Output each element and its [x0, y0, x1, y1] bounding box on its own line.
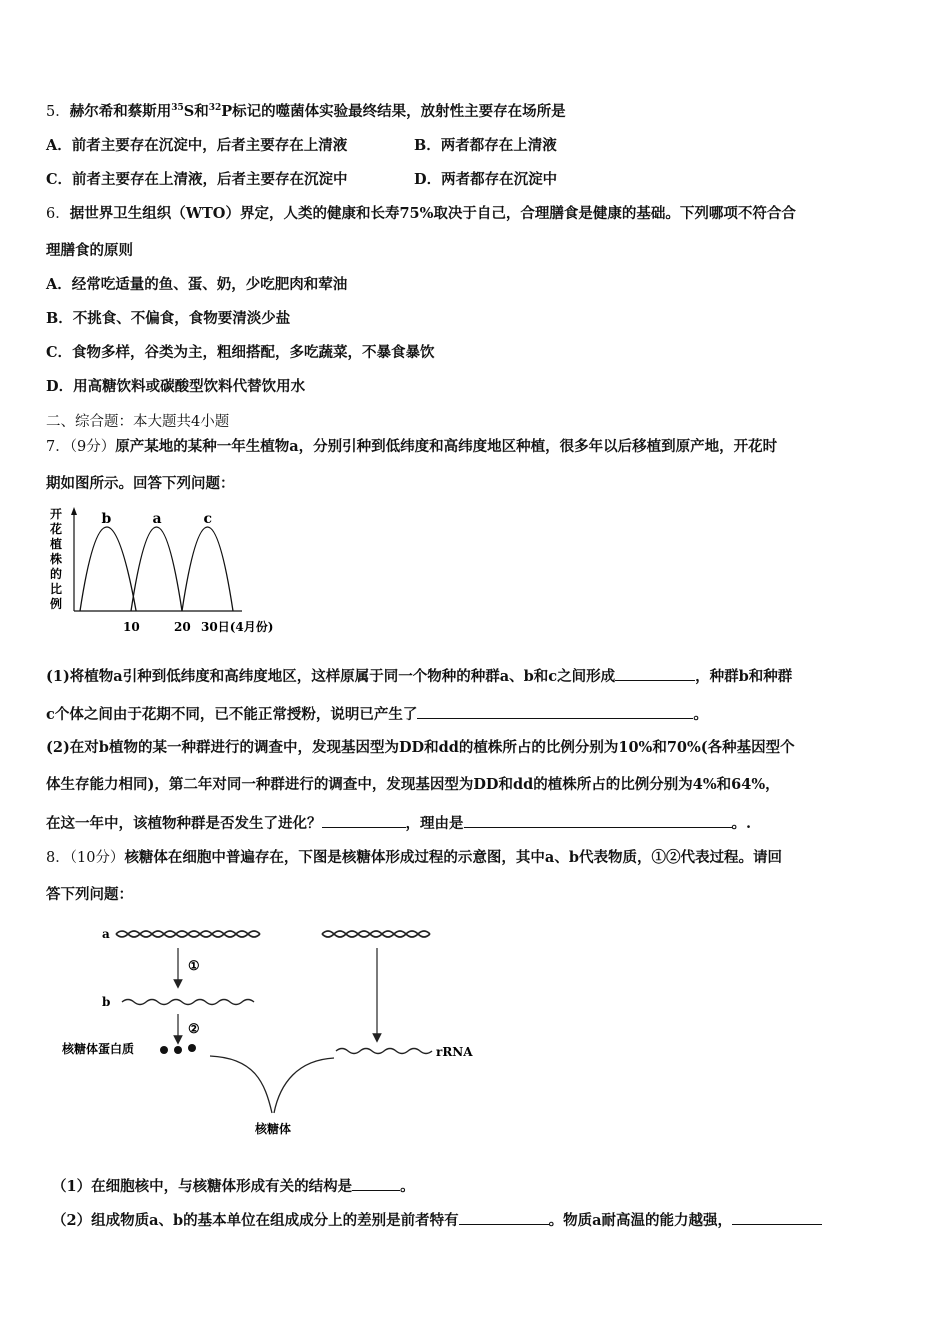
series-curve-c [182, 527, 233, 611]
q8-number: 8． [46, 850, 70, 866]
q5-text-3: P标记的噬菌体实验最终结果，放射性主要存在场所是 [221, 103, 566, 120]
x-tick-10: 10 [123, 620, 140, 634]
q5-text-2: S和 [183, 103, 209, 120]
q8-score: （10分） [69, 850, 125, 866]
q5-number: 5． [46, 104, 70, 120]
q5-option-b: B．两者都存在上清液 [414, 137, 557, 154]
q6-option-c: C．食物多样，谷类为主，粗细搭配，多吃蔬菜，不暴食暴饮 [46, 344, 435, 361]
q7-sub1-line2 [46, 704, 708, 725]
q8-stem-2: 答下列问题： [46, 886, 133, 903]
q7-sub1-text-c: c个体之间由于花期不同，已不能正常授粉，说明已产生了 [46, 706, 418, 723]
q7-sub1-text-d: 。 [693, 706, 708, 723]
q8-text-1: 核糖体在细胞中普遍存在，下图是核糖体形成过程的示意图，其中a、b代表物质，①②代表过程。请回 [124, 849, 782, 866]
q7-stem-2: 期如图所示。回答下列问题： [46, 475, 235, 492]
q7-text-1: 原产某地的某种一年生植物a，分别引种到低纬度和高纬度地区种植，很多年以后移植到原产地，开花时 [115, 438, 778, 455]
curve-right [274, 1058, 334, 1113]
q5-text-1: 赫尔希和蔡斯用 [69, 103, 172, 120]
label-a: a [102, 927, 110, 941]
curve-left [210, 1056, 272, 1113]
q8-stem-1 [46, 848, 782, 868]
section-heading: 二、综合题：本大题共4小题 [46, 414, 230, 430]
q7-blank-4[interactable] [464, 813, 732, 828]
q7-sub2-line1: (2)在对b植物的某一种群进行的调查中，发现基因型为DD和dd的植株所占的比例分别为10%和70%(各种基因型个 [46, 739, 795, 756]
series-curve-b [80, 527, 136, 611]
q7-sub1-text-b: ，种群b和种群 [695, 668, 793, 685]
series-label-c: c [203, 511, 213, 527]
q7-sub1-line1 [46, 666, 792, 687]
q8-sub2-text-a: （2）组成物质a、b的基本单位在组成成分上的差别是前者特有 [52, 1212, 459, 1229]
q7-sub2-text-c: 在这一年中，该植物种群是否发生了进化？ [46, 815, 322, 832]
q5-option-c: C．前者主要存在上清液，后者主要存在沉淀中 [46, 171, 348, 188]
q6-number: 6． [46, 206, 70, 222]
y-axis-arrow [71, 507, 77, 515]
label-b: b [102, 995, 111, 1009]
q6-option-d: D．用高糖饮料或碳酸型饮料代替饮用水 [46, 378, 306, 395]
x-tick-20: 20 [174, 620, 191, 634]
q6-text-1: 据世界卫生组织（WTO）界定，人类的健康和长寿75%取决于自己，合理膳食是健康的基础。下列哪项不符合合 [69, 205, 796, 222]
q6-option-a: A．经常吃适量的鱼、蛋、奶，少吃肥肉和荤油 [46, 276, 348, 293]
series-label-b: b [101, 511, 112, 527]
q7-sub2-text-d: ，理由是 [405, 815, 464, 832]
q8-blank-2[interactable] [459, 1210, 549, 1225]
q8-sub1 [52, 1176, 415, 1197]
series-curve-a [131, 527, 182, 611]
step-2-label: ② [188, 1022, 200, 1037]
chart-y-label [49, 506, 62, 611]
flowering-chart [44, 505, 284, 644]
rrna-strand [336, 1049, 432, 1054]
q7-sub2-text-e: 。. [731, 815, 752, 832]
protein-dot-3 [188, 1044, 196, 1052]
q8-sub2 [52, 1210, 822, 1231]
q8-sub1-text-a: （1）在细胞核中，与核糖体形成有关的结构是 [52, 1178, 353, 1195]
step-1-label: ① [188, 959, 200, 974]
q7-blank-1[interactable] [615, 666, 695, 681]
q8-blank-3[interactable] [732, 1210, 822, 1225]
q6-option-b: B．不挑食、不偏食，食物要清淡少盐 [46, 310, 291, 327]
q7-sub2-line2: 体生存能力相同)，第二年对同一种群进行的调查中，发现基因型为DD和dd的植株所占的比例分别为4%和64%， [46, 776, 780, 793]
q8-sub2-text-b: 。物质a耐高温的能力越强， [548, 1212, 733, 1229]
q5-option-a: A．前者主要存在沉淀中，后者主要存在上清液 [46, 137, 348, 154]
q7-sub2-line3 [46, 813, 751, 834]
q5-sup-1: 35 [171, 103, 184, 114]
q8-blank-1[interactable] [352, 1176, 400, 1191]
protein-label: 核糖体蛋白质 [62, 1042, 135, 1056]
q7-stem-1 [46, 437, 777, 457]
q7-number: 7． [46, 439, 70, 455]
q7-blank-2[interactable] [417, 704, 693, 719]
protein-dot-1 [160, 1046, 168, 1054]
q6-stem-1 [46, 204, 796, 224]
flowering-chart-svg [44, 505, 284, 640]
q7-score: （9分） [69, 439, 116, 455]
q8-sub1-text-b: 。 [400, 1178, 415, 1195]
chart-y-label-text: 开花植株的比例 [50, 507, 63, 611]
q5-sup-2: 32 [208, 103, 222, 114]
protein-dot-2 [174, 1046, 182, 1054]
q7-blank-3[interactable] [322, 813, 406, 828]
q5-stem [46, 102, 566, 122]
rrna-label: rRNA [436, 1045, 473, 1059]
q7-sub1-text-a: (1)将植物a引种到低纬度和高纬度地区，这样原属于同一个物种的种群a、b和c之间形成 [46, 668, 616, 685]
ribosome-diagram [60, 918, 490, 1147]
series-label-a: a [152, 511, 162, 527]
chart-x-label: 30日(4月份) [201, 620, 274, 634]
ribosome-label: 核糖体 [255, 1122, 292, 1136]
ribosome-diagram-svg [60, 918, 490, 1143]
q6-stem-2: 理膳食的原则 [46, 242, 133, 259]
q5-option-d: D．两者都存在沉淀中 [414, 171, 558, 188]
mrna-b [122, 1000, 254, 1005]
